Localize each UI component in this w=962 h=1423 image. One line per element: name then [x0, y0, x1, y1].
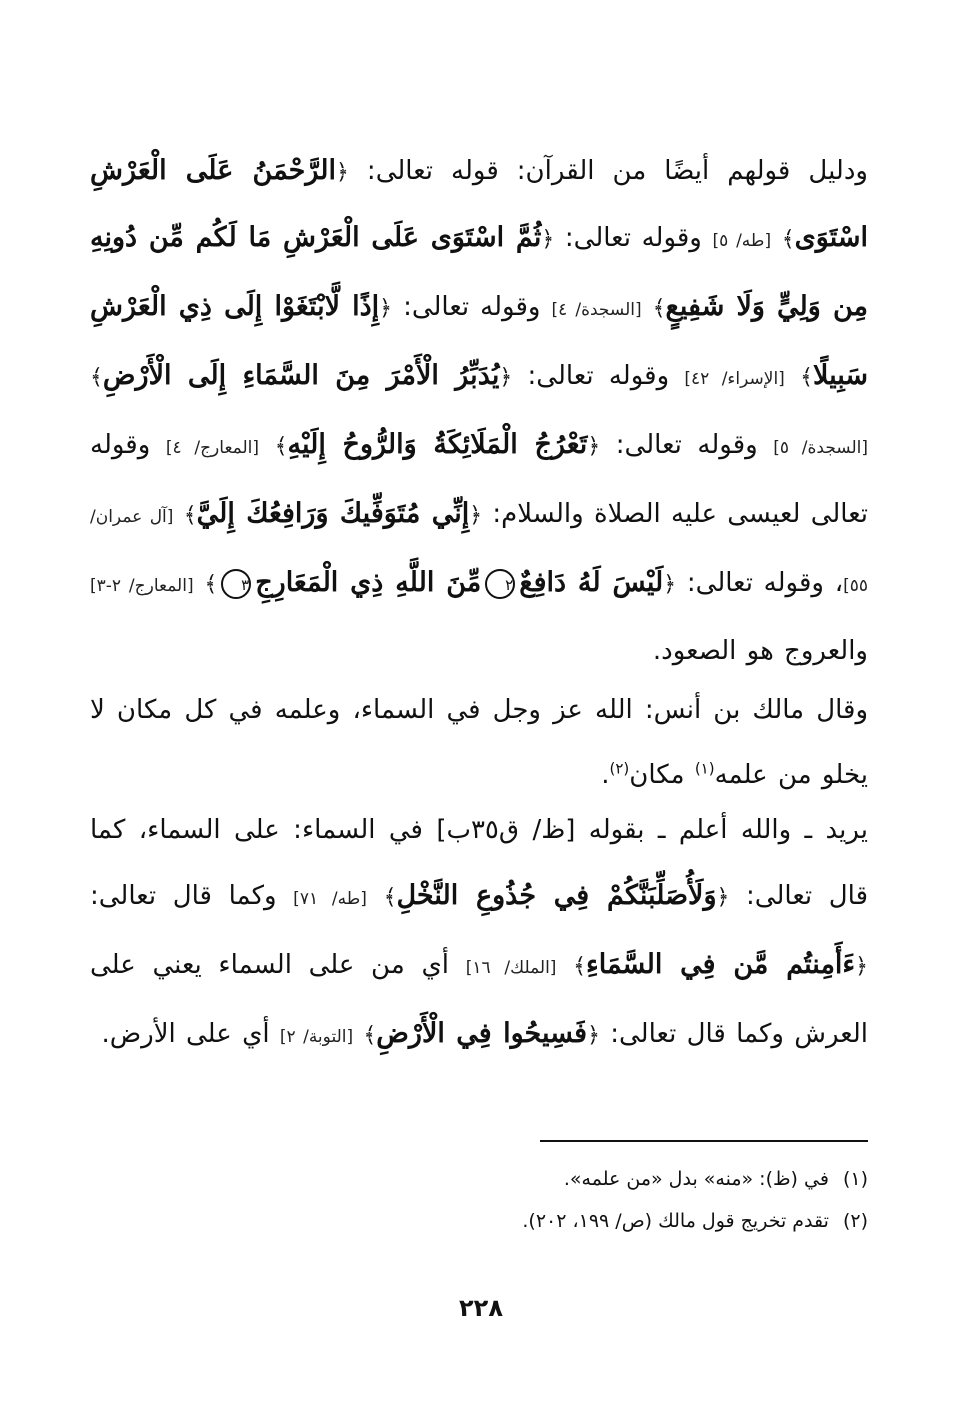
- verse-text: ءَأَمِنتُم مَّن فِي السَّمَاءِ: [586, 949, 856, 980]
- verse-reference: [طه/ ٧١]: [293, 889, 367, 909]
- paragraph-text: وقال مالك بن أنس: الله عز وجل في السماء، وعلمه في كل مكان لا يخلو من علمه: [90, 695, 868, 790]
- ornate-bracket-close: ﴾: [800, 365, 813, 390]
- ornate-bracket-open: ﴿: [587, 1023, 600, 1048]
- verse-reference: [السجدة/ ٤]: [551, 300, 642, 320]
- ornate-bracket-close: ﴾: [573, 954, 587, 979]
- quran-verse: [204, 567, 676, 598]
- verse-reference: [التوبة/ ٢]: [279, 1027, 354, 1047]
- verse-reference: [الملك/ ١٦]: [465, 958, 557, 978]
- paragraph-text: والعروج هو الصعود.: [652, 636, 868, 666]
- paragraph-text: وقوله تعالى لعيسى عليه الصلاة والسلام:: [90, 430, 868, 529]
- ornate-bracket-open: ﴿: [469, 503, 483, 528]
- footnote-separator: [540, 1140, 868, 1142]
- paragraph-text: أي من على السماء يعني على العرش وكما قال تعالى:: [90, 950, 868, 1049]
- ornate-bracket-open: ﴿: [716, 885, 730, 910]
- paragraph-quran-evidence: [90, 138, 868, 684]
- quran-verse: [184, 498, 482, 529]
- paragraph-text: ودليل قولهم أيضًا من القرآن: قوله تعالى:: [348, 156, 868, 186]
- ornate-bracket-open: ﴿: [587, 434, 601, 459]
- verse-text: الرَّحْمَنُ عَلَى الْعَرْشِ اسْتَوَى: [90, 155, 868, 253]
- verse-text: مِّنَ اللَّهِ ذِي الْمَعَارِجِ: [255, 567, 482, 598]
- footnote-marker[interactable]: (١): [694, 759, 715, 778]
- ornate-bracket-open: ﴿: [336, 160, 349, 185]
- verse-reference: [طه/ ٥]: [712, 231, 772, 251]
- verse-text: ثُمَّ اسْتَوَى عَلَى الْعَرْشِ مَا لَكُم مِّن دُونِهِ مِن وَلِيٍّ وَلَا شَفِيعٍ: [90, 222, 868, 322]
- footnote-item: [300, 1200, 868, 1242]
- verse-text: لَيْسَ لَهُ دَافِعٌ: [519, 567, 664, 598]
- quran-verse: [384, 880, 730, 911]
- ornate-bracket-close: ﴾: [781, 227, 795, 252]
- paragraph-malik-quote: [90, 678, 868, 808]
- ornate-bracket-open: ﴿: [663, 572, 677, 597]
- verse-text: تَعْرُجُ الْمَلَائِكَةُ وَالرُّوحُ إِلَيْهِ: [287, 429, 588, 460]
- paragraph-text: مكان: [629, 760, 695, 790]
- footnote-marker[interactable]: (٢): [609, 759, 630, 778]
- verse-text: إِنِّي مُتَوَفِّيكَ وَرَافِعُكَ إِلَيَّ: [196, 498, 470, 529]
- paragraph-text: وقوله تعالى:: [554, 223, 713, 253]
- paragraph-text: وقوله تعالى:: [600, 430, 774, 460]
- footnotes: [300, 1158, 868, 1242]
- quran-verse: [275, 429, 601, 460]
- ornate-bracket-open: ﴿: [541, 227, 555, 252]
- verse-reference: [المعارج/ ٢-٣]: [90, 576, 194, 596]
- ornate-bracket-close: ﴾: [183, 503, 197, 528]
- ornate-bracket-open: ﴿: [499, 365, 513, 390]
- quran-verse: [573, 949, 868, 980]
- ornate-bracket-close: ﴾: [363, 1023, 377, 1048]
- ornate-bracket-close: ﴾: [383, 885, 397, 910]
- ayah-number-marker: ٣: [221, 569, 251, 599]
- verse-reference: [المعارج/ ٤]: [165, 438, 260, 458]
- ornate-bracket-close: ﴾: [652, 296, 666, 321]
- verse-reference: [آل عمران/ ٥٥]: [90, 507, 868, 596]
- ornate-bracket-close: ﴾: [274, 434, 288, 459]
- footnote-text: في (ظ): «منه» بدل «من علمه».: [563, 1168, 829, 1190]
- ayah-number-marker: ٢: [485, 569, 515, 599]
- verse-text: وَلَأُصَلِّبَنَّكُمْ فِي جُذُوعِ النَّخْلِ: [396, 880, 717, 911]
- footnote-number: (١): [842, 1168, 868, 1190]
- footnote-number: (٢): [842, 1210, 868, 1232]
- paragraph-text: ، وقوله تعالى:: [676, 568, 844, 598]
- verse-text: فَسِيحُوا فِي الْأَرْضِ: [376, 1018, 588, 1049]
- paragraph-text: وقوله تعالى:: [392, 292, 552, 322]
- footnote-text: تقدم تخريج قول مالك (ص/ ١٩٩، ٢٠٢).: [522, 1210, 829, 1232]
- quran-verse: [363, 1018, 600, 1049]
- quran-verse: [90, 360, 512, 391]
- paragraph-text: وكما قال تعالى:: [90, 881, 294, 911]
- ornate-bracket-open: ﴿: [855, 954, 869, 979]
- verse-text: يُدَبِّرُ الْأَمْرَ مِنَ السَّمَاءِ إِلَى الْأَرْضِ: [102, 360, 500, 391]
- footnote-item: [300, 1158, 868, 1200]
- verse-reference: [الإسراء/ ٤٢]: [684, 369, 785, 389]
- ornate-bracket-open: ﴿: [379, 296, 393, 321]
- paragraph-text: أي على الأرض.: [101, 1019, 280, 1049]
- paragraph-text: .: [601, 760, 610, 790]
- ornate-bracket-close: ﴾: [204, 572, 218, 597]
- paragraph-text: يريد ـ والله أعلم ـ بقوله [ظ/ ق٣٥ب] في السماء: على السماء، كما قال تعالى:: [90, 815, 869, 911]
- paragraph-text: وقوله تعالى:: [512, 361, 685, 391]
- verse-reference: [السجدة/ ٥]: [773, 438, 869, 458]
- page-number: ٢٢٨: [459, 1294, 503, 1322]
- verse-text: إِذًا لَّابْتَغَوْا إِلَى ذِي الْعَرْشِ سَبِيلًا: [90, 291, 868, 391]
- ornate-bracket-close: ﴾: [90, 365, 103, 390]
- paragraph-explanation: [90, 798, 868, 1070]
